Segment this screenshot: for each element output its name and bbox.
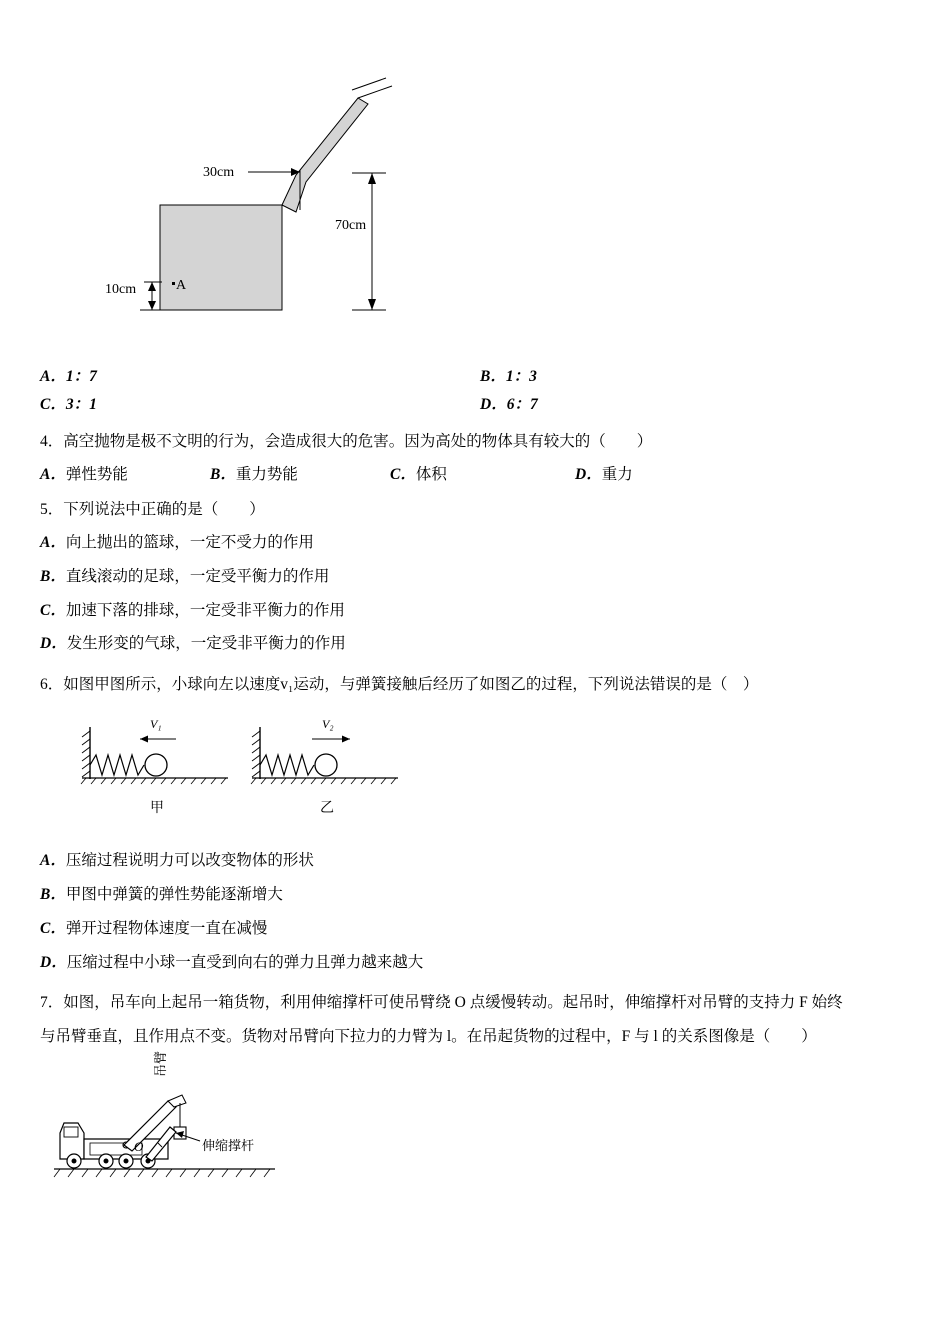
- q5-option-d-label: D．: [40, 635, 67, 653]
- q5-option-d-text: 发生形变的气球，一定受非平衡力的作用: [66, 635, 346, 653]
- q3-option-b[interactable]: [480, 364, 920, 386]
- question-6-stem: 6．如图甲图所示，小球向左以速度v₁运动，与弹簧接触后经历了如图乙的过程，下列说法错误的是（ ）: [40, 676, 759, 694]
- q3-option-a-label: A．: [40, 368, 66, 385]
- question-7-stem-line1: 7．如图，吊车向上起吊一箱货物，利用伸缩撑杆可使吊臂绕 O 点缓慢转动。起吊时，伸缩撑杆对吊臂的支持力 F 始终: [40, 994, 843, 1012]
- q3-option-d-text: 6：7: [506, 396, 538, 413]
- q3-option-b-label: B．: [480, 368, 506, 385]
- dimension-label-30cm: 30cm: [203, 165, 235, 180]
- q5-option-b[interactable]: [40, 565, 920, 590]
- q6-option-c-text: 弹开过程物体速度一直在减慢: [65, 919, 268, 937]
- figure-caption-yi: 乙: [320, 801, 334, 817]
- dimension-label-70cm: 70cm: [335, 218, 367, 233]
- q6-option-b-text: 甲图中弹簧的弹性势能逐渐增大: [65, 886, 283, 904]
- q3-options-row-1: [40, 364, 920, 386]
- q6-option-b-label: B．: [40, 886, 66, 904]
- q3-option-a[interactable]: [40, 364, 480, 386]
- q4-option-c-text: 体积: [415, 466, 447, 484]
- question-4-stem: 4．高空抛物是极不文明的行为，会造成很大的危害。因为高处的物体具有较大的（ ）: [40, 433, 653, 450]
- q4-option-d[interactable]: [575, 462, 735, 484]
- crane-pivot-label: O: [134, 1139, 144, 1155]
- question-7-stem-line2: 与吊臂垂直，且作用点不变。货物对吊臂向下拉力的力臂为 l。在吊起货物的过程中，F 与 l 的关系图像是（ ）: [40, 1028, 817, 1046]
- q4-option-c[interactable]: [390, 462, 575, 484]
- q3-option-c[interactable]: [40, 392, 480, 414]
- q5-option-c-text: 加速下落的排球，一定受非平衡力的作用: [65, 601, 345, 619]
- q3-option-d[interactable]: [480, 392, 920, 414]
- q6-option-b[interactable]: [40, 883, 920, 908]
- dimension-label-10cm: 10cm: [105, 282, 137, 297]
- velocity-label-v2: V₂: [322, 717, 334, 732]
- q3-option-c-text: 3：1: [65, 396, 97, 413]
- figure-caption-jia: 甲: [150, 801, 164, 817]
- figure-spring-right: [250, 711, 410, 817]
- q3-option-a-text: 1：7: [65, 368, 97, 385]
- q6-option-d-text: 压缩过程中小球一直受到向右的弹力且弹力越来越大: [66, 953, 424, 971]
- question-4-options: [40, 462, 920, 484]
- crane-boom-label: 吊臂: [153, 1051, 168, 1078]
- q4-option-b[interactable]: [210, 462, 390, 484]
- point-a-label: A: [176, 278, 187, 293]
- figure-block-incline-svg: [100, 60, 520, 360]
- q4-option-a[interactable]: [40, 462, 210, 484]
- q6-option-d-label: D．: [40, 953, 67, 971]
- figure-block-incline: [100, 60, 520, 360]
- q5-option-d[interactable]: [40, 632, 920, 657]
- q4-option-c-label: C．: [390, 466, 416, 484]
- q5-option-c-label: C．: [40, 601, 66, 619]
- q6-option-a[interactable]: [40, 849, 920, 874]
- q5-option-a[interactable]: [40, 531, 920, 556]
- q4-option-a-label: A．: [40, 466, 66, 484]
- q4-option-d-label: D．: [575, 466, 602, 484]
- question-5-stem: 5．下列说法中正确的是（ ）: [40, 501, 265, 519]
- q5-option-b-label: B．: [40, 567, 66, 585]
- q6-option-a-label: A．: [40, 852, 66, 870]
- q5-option-a-label: A．: [40, 534, 66, 552]
- point-a-dot: [172, 282, 175, 285]
- page-content: [40, 0, 920, 1191]
- q6-option-d[interactable]: [40, 951, 920, 976]
- q6-option-a-text: 压缩过程说明力可以改变物体的形状: [65, 852, 314, 870]
- q4-option-d-text: 重力: [601, 466, 633, 484]
- velocity-label-v1: V₁: [150, 717, 162, 732]
- figure-spring-left: [80, 711, 240, 817]
- q4-option-a-text: 弹性势能: [65, 466, 128, 484]
- q5-option-c[interactable]: [40, 599, 920, 624]
- figure-crane-svg: [50, 1061, 310, 1186]
- q3-options-row-2: [40, 392, 920, 414]
- q6-option-c[interactable]: [40, 917, 920, 942]
- q3-option-d-label: D．: [480, 396, 507, 413]
- q6-option-c-label: C．: [40, 919, 66, 937]
- q4-option-b-text: 重力势能: [235, 466, 298, 484]
- figure-crane: [50, 1051, 920, 1191]
- q3-option-b-text: 1：3: [505, 368, 537, 385]
- q5-option-a-text: 向上抛出的篮球，一定不受力的作用: [65, 534, 314, 552]
- q3-option-c-label: C．: [40, 396, 66, 413]
- figure-spring-ball: [60, 711, 920, 831]
- crane-strut-label: 伸缩撑杆: [202, 1138, 255, 1154]
- q4-option-b-label: B．: [210, 466, 236, 484]
- q5-option-b-text: 直线滚动的足球，一定受平衡力的作用: [65, 567, 330, 585]
